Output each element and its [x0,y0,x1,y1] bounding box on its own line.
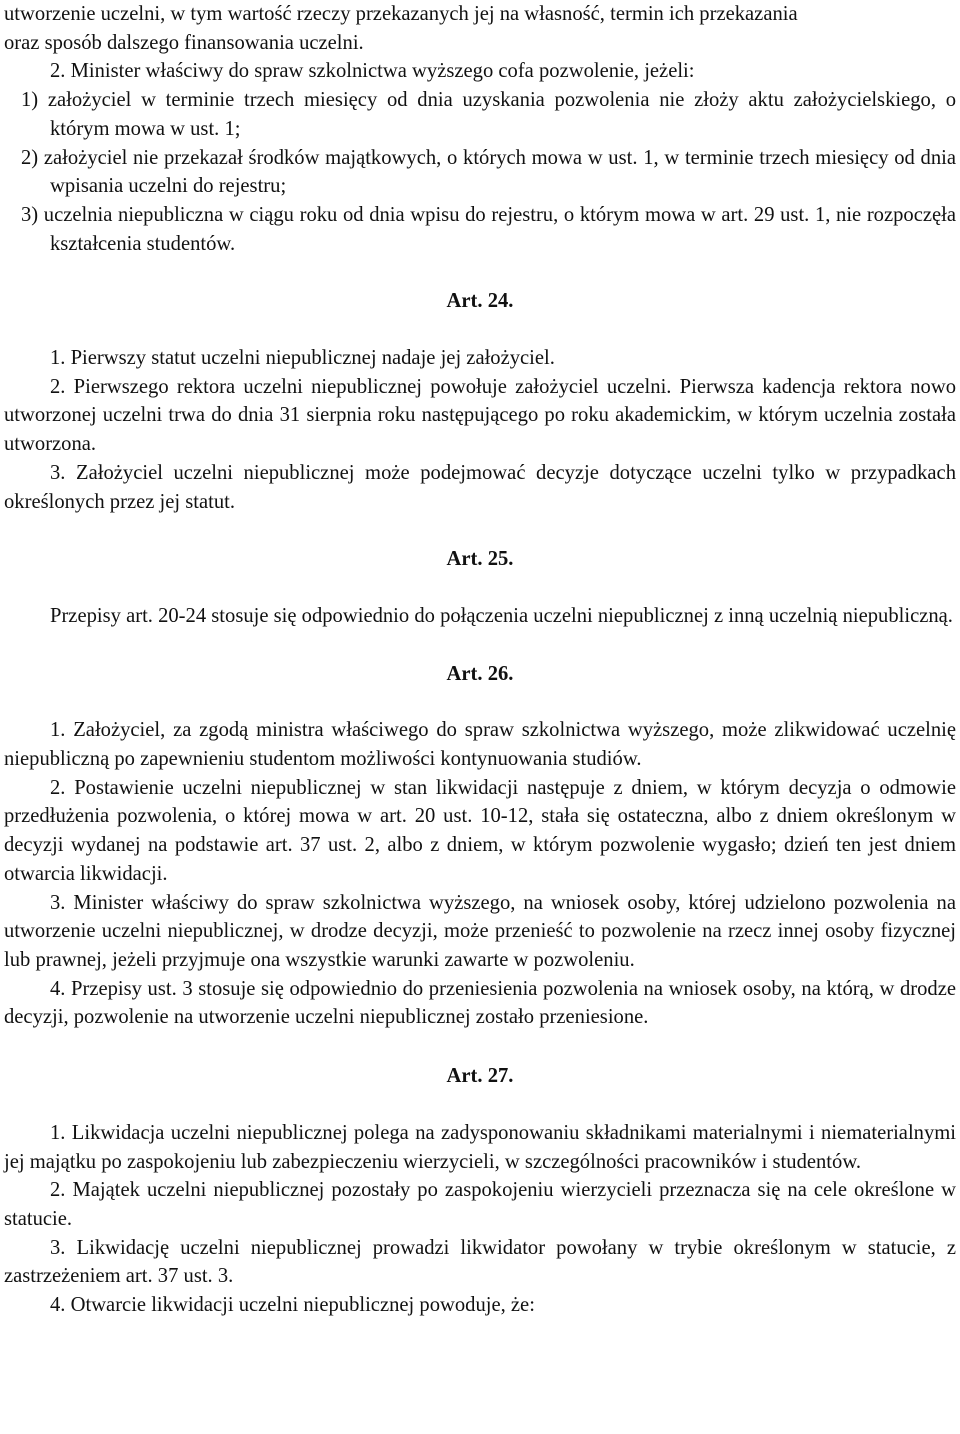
art24-para-1: 1. Pierwszy statut uczelni niepublicznej nadaje jej założyciel. [50,347,555,370]
art26-para-4: 4. Przepisy ust. 3 stosuje się odpowiednio do przeniesienia pozwolenia na wniosek osoby, na którą, w drodze decyzji, pozwolenie na utworzenie uczelni niepublicznej zostało przeniesione. [4,977,956,1029]
art26-para-1: 1. Założyciel, za zgodą ministra właściwego do spraw szkolnictwa wyższego, może zlikwidować uczelnię niepubliczną po zapewnieniu studentom możliwości kontynuowania studiów. [4,719,956,771]
document-page [4,0,956,1320]
intro-line-2: oraz sposób dalszego finansowania uczelni. [4,31,364,54]
art26-para-3: 3. Minister właściwy do spraw szkolnictwa wyższego, na wniosek osoby, której udzielono pozwolenia na utworzenie uczelni niepublicznej, w drodze decyzji, może przenieść to pozwolenie na rzecz innej osoby fizycznej lub prawnej, jeżeli przyjmuje ona wszystkie warunki zawarte w pozwoleniu. [4,891,956,971]
art23-item-3: 3) uczelnia niepubliczna w ciągu roku od dnia wpisu do rejestru, o którym mowa w art. 29 ust. 1, nie rozpoczęła kształcenia studentów. [21,203,956,255]
art26-heading: Art. 26. [446,662,514,685]
art24-para-2: 2. Pierwszego rektora uczelni niepublicznej powołuje założyciel uczelni. Pierwsza kadencja rektora nowo utworzonej uczelni trwa do dnia 31 sierpnia roku następującego po roku akademickim, w którym uczelnia została utworzona. [4,375,956,456]
art23-item-2: 2) założyciel nie przekazał środków majątkowych, o których mowa w ust. 1, w terminie trzech miesięcy od dnia wpisania uczelni do rejestru; [21,146,956,198]
art27-para-2: 2. Majątek uczelni niepublicznej pozostały po zaspokojeniu wierzycieli przeznacza się na cele określone w statucie. [4,1179,956,1230]
art24-para-3: 3. Założyciel uczelni niepublicznej może podejmować decyzje dotyczące uczelni tylko w przypadkach określonych przez jej statut. [4,461,956,513]
art25-heading: Art. 25. [446,548,514,571]
art23-item-1: 1) założyciel w terminie trzech miesięcy od dnia uzyskania pozwolenia nie złoży aktu założycielskiego, o którym mowa w ust. 1; [21,89,956,140]
art23-para-2: 2. Minister właściwy do spraw szkolnictwa wyższego cofa pozwolenie, jeżeli: [50,60,695,83]
art25-para-1: Przepisy art. 20-24 stosuje się odpowiednio do połączenia uczelni niepublicznej z inną uczelnią niepubliczną. [50,604,953,627]
art26-para-2: 2. Postawienie uczelni niepublicznej w stan likwidacji następuje z dniem, w którym decyzja o odmowie przedłużenia pozwolenia, o której mowa w art. 20 ust. 10-12, stała się ostateczna, albo z dniem określonym w decyzji wydanej na podstawie art. 37 ust. 2, albo z dniem, w którym pozwolenie wygasło; dzień ten jest dniem otwarcia likwidacji. [4,776,956,885]
art27-para-1: 1. Likwidacja uczelni niepublicznej polega na zadysponowaniu składnikami materialnymi i niematerialnymi jej majątku po zaspokojeniu lub zabezpieczeniu wierzycieli, w szczególności pracowników i studentów. [4,1121,956,1173]
art27-para-3: 3. Likwidację uczelni niepublicznej prowadzi likwidator powołany w trybie określonym w statucie, z zastrzeżeniem art. 37 ust. 3. [4,1236,956,1288]
art27-heading: Art. 27. [446,1065,514,1088]
art24-heading: Art. 24. [446,290,514,313]
art27-para-4: 4. Otwarcie likwidacji uczelni niepublicznej powoduje, że: [50,1294,535,1317]
intro-line-1: utworzenie uczelni, w tym wartość rzeczy przekazanych jej na własność, termin ich przekazania [4,3,798,25]
